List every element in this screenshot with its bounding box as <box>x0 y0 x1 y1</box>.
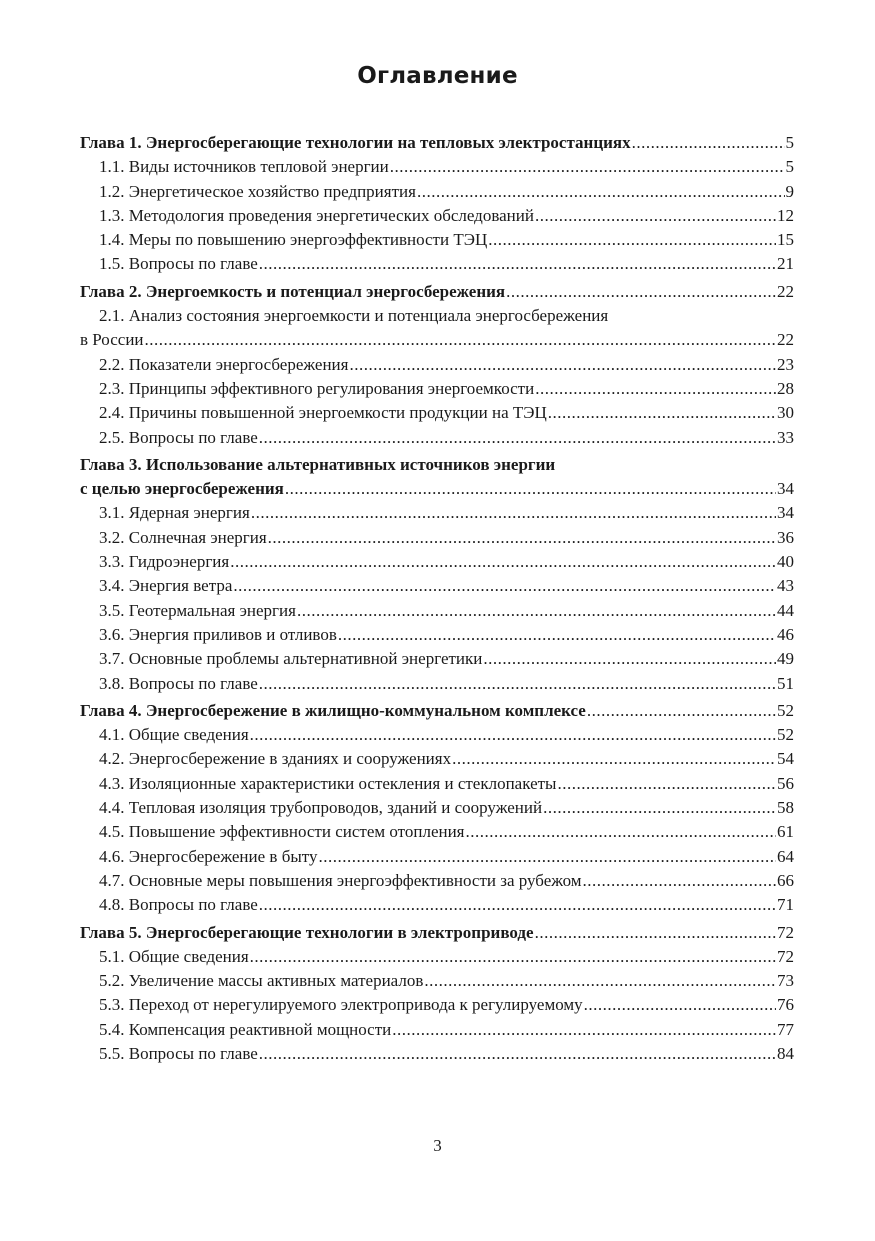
toc-section-entry[interactable] <box>80 993 794 1017</box>
toc-section-entry[interactable] <box>80 180 794 204</box>
page-number: 3 <box>433 1136 442 1155</box>
section-title: 2.3. Принципы эффективного регулирования энергоемкости <box>99 378 535 398</box>
page-ref: 49 <box>777 649 794 669</box>
dot-leader <box>233 574 776 598</box>
page-ref: 52 <box>777 725 794 745</box>
section-title-continued: в России <box>80 330 144 350</box>
section-title: 4.7. Основные меры повышения энергоэффективности за рубежом <box>99 870 582 890</box>
toc-section-entry[interactable] <box>80 723 794 747</box>
page-title: Оглавление <box>357 63 518 89</box>
table-of-contents <box>80 131 794 1066</box>
chapter-3 <box>80 453 794 696</box>
dot-leader <box>390 155 785 179</box>
section-title: 2.5. Вопросы по главе <box>99 427 258 447</box>
toc-section-entry[interactable] <box>80 672 794 696</box>
dot-leader <box>145 328 776 352</box>
section-title: 5.4. Компенсация реактивной мощности <box>99 1019 392 1039</box>
toc-section-entry[interactable] <box>80 772 794 796</box>
toc-section-entry[interactable] <box>80 623 794 647</box>
page-ref: 46 <box>777 624 794 644</box>
section-title: 5.2. Увеличение массы активных материалов <box>99 971 424 991</box>
page-ref: 33 <box>777 427 794 447</box>
toc-chapter-entry[interactable] <box>80 921 794 945</box>
section-title: 2.2. Показатели энергосбережения <box>99 354 349 374</box>
page-ref: 34 <box>777 503 794 523</box>
page-ref: 73 <box>777 971 794 991</box>
section-title: 2.4. Причины повышенной энергоемкости продукции на ТЭЦ <box>99 403 547 423</box>
page-ref: 5 <box>785 133 794 152</box>
toc-chapter-entry-line2[interactable] <box>80 477 794 501</box>
page-ref: 66 <box>777 870 794 890</box>
dot-leader <box>452 747 776 771</box>
dot-leader <box>583 869 776 893</box>
toc-section-entry[interactable] <box>80 893 794 917</box>
toc-section-entry[interactable] <box>80 228 794 252</box>
section-title: 4.1. Общие сведения <box>99 725 249 745</box>
toc-section-entry[interactable] <box>80 204 794 228</box>
section-title: 1.1. Виды источников тепловой энергии <box>99 157 389 177</box>
page-ref: 23 <box>777 354 794 374</box>
dot-leader <box>584 993 776 1017</box>
dot-leader <box>535 204 776 228</box>
dot-leader <box>392 1018 776 1042</box>
chapter-title-continued: с целью энергосбережения <box>80 479 284 499</box>
dot-leader <box>250 945 776 969</box>
section-title: 3.6. Энергия приливов и отливов <box>99 624 337 644</box>
toc-section-entry[interactable] <box>80 647 794 671</box>
page-ref: 54 <box>777 749 794 769</box>
section-title: 3.4. Энергия ветра <box>99 576 233 596</box>
page-ref: 72 <box>777 946 794 966</box>
page-ref: 51 <box>777 673 794 693</box>
chapter-4 <box>80 699 794 918</box>
chapter-1 <box>80 131 794 277</box>
page-ref: 21 <box>777 254 794 274</box>
dot-leader <box>259 893 776 917</box>
dot-leader <box>632 131 785 155</box>
dot-leader <box>251 501 776 525</box>
chapter-2 <box>80 280 794 450</box>
section-title: 3.2. Солнечная энергия <box>99 527 267 547</box>
dot-leader <box>259 426 776 450</box>
section-title: 2.1. Анализ состояния энергоемкости и потенциала энергосбережения <box>99 306 609 326</box>
section-title: 5.1. Общие сведения <box>99 946 249 966</box>
toc-chapter-entry-line1[interactable] <box>80 453 794 477</box>
toc-section-entry[interactable] <box>80 747 794 771</box>
page-ref: 9 <box>785 181 794 201</box>
dot-leader <box>535 921 776 945</box>
page-ref: 36 <box>777 527 794 547</box>
dot-leader <box>587 699 776 723</box>
toc-chapter-entry[interactable] <box>80 131 794 155</box>
dot-leader <box>259 672 776 696</box>
dot-leader <box>285 477 776 501</box>
page-ref: 5 <box>785 157 794 177</box>
toc-section-entry[interactable] <box>80 526 794 550</box>
section-title: 4.6. Энергосбережение в быту <box>99 846 318 866</box>
section-title: 3.7. Основные проблемы альтернативной энергетики <box>99 649 483 669</box>
chapter-title: Глава 5. Энергосберегающие технологии в электроприводе <box>80 922 534 942</box>
dot-leader <box>483 647 776 671</box>
toc-section-entry[interactable] <box>80 1018 794 1042</box>
toc-section-entry[interactable] <box>80 377 794 401</box>
toc-section-entry[interactable] <box>80 820 794 844</box>
dot-leader <box>535 377 776 401</box>
dot-leader <box>417 180 785 204</box>
toc-section-entry-line2[interactable] <box>80 328 794 352</box>
dot-leader <box>548 401 776 425</box>
toc-section-entry[interactable] <box>80 599 794 623</box>
dot-leader <box>230 550 776 574</box>
section-title: 3.3. Гидроэнергия <box>99 552 230 572</box>
page-ref: 58 <box>777 798 794 818</box>
page-ref: 30 <box>777 403 794 423</box>
page-ref: 84 <box>777 1043 794 1063</box>
toc-section-entry[interactable] <box>80 501 794 525</box>
toc-chapter-entry[interactable] <box>80 699 794 723</box>
page-ref: 22 <box>777 281 794 301</box>
page-ref: 40 <box>777 552 794 572</box>
section-title: 4.4. Тепловая изоляция трубопроводов, зданий и сооружений <box>99 798 543 818</box>
toc-section-entry[interactable] <box>80 353 794 377</box>
section-title: 5.5. Вопросы по главе <box>99 1043 258 1063</box>
dot-leader <box>259 252 776 276</box>
section-title: 1.5. Вопросы по главе <box>99 254 258 274</box>
chapter-title: Глава 3. Использование альтернативных источников энергии <box>80 454 556 474</box>
toc-section-entry[interactable] <box>80 401 794 425</box>
toc-section-entry[interactable] <box>80 796 794 820</box>
section-title: 1.3. Методология проведения энергетических обследований <box>99 205 534 225</box>
page-ref: 22 <box>777 330 794 350</box>
toc-section-entry[interactable] <box>80 550 794 574</box>
dot-leader <box>424 969 776 993</box>
section-title: 5.3. Переход от нерегулируемого электропривода к регулируемому <box>99 995 583 1015</box>
page-ref: 71 <box>777 895 794 915</box>
toc-chapter-entry[interactable] <box>80 280 794 304</box>
dot-leader <box>506 280 776 304</box>
page-ref: 43 <box>777 576 794 596</box>
toc-section-entry[interactable] <box>80 869 794 893</box>
toc-section-entry-line1[interactable] <box>80 304 794 328</box>
page-ref: 52 <box>777 700 794 720</box>
chapter-title: Глава 4. Энергосбережение в жилищно-коммунальном комплексе <box>80 700 586 720</box>
section-title: 1.4. Меры по повышению энергоэффективности ТЭЦ <box>99 230 488 250</box>
page-ref: 34 <box>777 479 794 499</box>
section-title: 3.5. Геотермальная энергия <box>99 600 296 620</box>
dot-leader <box>318 845 776 869</box>
dot-leader <box>297 599 776 623</box>
page-ref: 77 <box>777 1019 794 1039</box>
page-ref: 12 <box>777 205 794 225</box>
dot-leader <box>338 623 776 647</box>
toc-section-entry[interactable] <box>80 252 794 276</box>
section-title: 3.1. Ядерная энергия <box>99 503 250 523</box>
dot-leader <box>259 1042 776 1066</box>
toc-section-entry[interactable] <box>80 945 794 969</box>
chapter-title: Глава 2. Энергоемкость и потенциал энергосбережения <box>80 281 506 301</box>
page-ref: 56 <box>777 773 794 793</box>
section-title: 4.2. Энергосбережение в зданиях и сооружениях <box>99 749 452 769</box>
page-ref: 72 <box>777 922 794 942</box>
section-title: 4.8. Вопросы по главе <box>99 895 258 915</box>
toc-section-entry[interactable] <box>80 1042 794 1066</box>
toc-section-entry[interactable] <box>80 845 794 869</box>
section-title: 3.8. Вопросы по главе <box>99 673 258 693</box>
chapter-5 <box>80 921 794 1067</box>
dot-leader <box>488 228 776 252</box>
dot-leader <box>268 526 776 550</box>
dot-leader <box>557 772 776 796</box>
page-ref: 15 <box>777 230 794 250</box>
toc-section-entry[interactable] <box>80 574 794 598</box>
page-ref: 28 <box>777 378 794 398</box>
section-title: 1.2. Энергетическое хозяйство предприятия <box>99 181 416 201</box>
section-title: 4.3. Изоляционные характеристики остекления и стеклопакеты <box>99 773 557 793</box>
dot-leader <box>250 723 776 747</box>
page-ref: 76 <box>777 995 794 1015</box>
page-ref: 44 <box>777 600 794 620</box>
toc-section-entry[interactable] <box>80 426 794 450</box>
toc-section-entry[interactable] <box>80 155 794 179</box>
page-ref: 64 <box>777 846 794 866</box>
dot-leader <box>349 353 776 377</box>
dot-leader <box>543 796 776 820</box>
dot-leader <box>466 820 777 844</box>
chapter-title: Глава 1. Энергосберегающие технологии на тепловых электростанциях <box>80 133 631 152</box>
page-ref: 61 <box>777 822 794 842</box>
toc-section-entry[interactable] <box>80 969 794 993</box>
section-title: 4.5. Повышение эффективности систем отопления <box>99 822 465 842</box>
